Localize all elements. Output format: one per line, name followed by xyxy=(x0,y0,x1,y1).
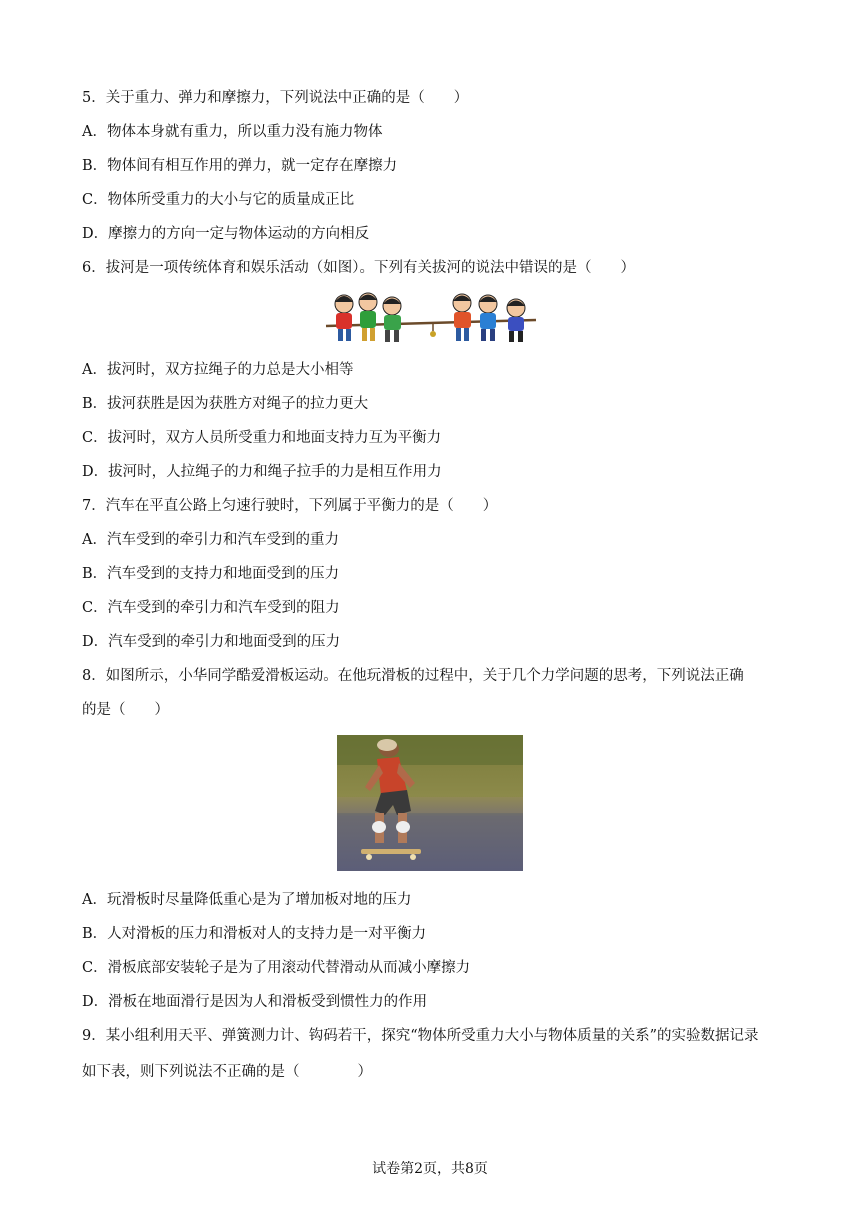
q5-stem: 5．关于重力、弹力和摩擦力，下列说法中正确的是（ ） xyxy=(82,90,469,106)
q8-option-d: D．滑板在地面滑行是因为人和滑板受到惯性力的作用 xyxy=(82,994,428,1010)
q6-option-d: D．拔河时，人拉绳子的力和绳子拉手的力是相互作用力 xyxy=(82,464,442,480)
q8-stem-line2: 的是（ ） xyxy=(82,702,169,718)
q9-stem-line2: 如下表，则下列说法不正确的是（ ） xyxy=(82,1064,372,1080)
q9-stem-line1: 9．某小组利用天平、弹簧测力计、钩码若干，探究“物体所受重力大小与物体质量的关系”的实验数据记录 xyxy=(82,1028,759,1044)
q7-stem: 7．汽车在平直公路上匀速行驶时，下列属于平衡力的是（ ） xyxy=(82,498,498,514)
q7-option-b: B．汽车受到的支持力和地面受到的压力 xyxy=(82,566,340,582)
q8-stem-line1: 8．如图所示，小华同学酷爱滑板运动。在他玩滑板的过程中，关于几个力学问题的思考，下列说法正确 xyxy=(82,668,744,684)
q6-stem: 6．拔河是一项传统体育和娱乐活动（如图）。下列有关拔河的说法中错误的是（ ） xyxy=(82,260,635,276)
q6-option-b: B．拔河获胜是因为获胜方对绳子的拉力更大 xyxy=(82,396,369,412)
q7-option-d: D．汽车受到的牵引力和地面受到的压力 xyxy=(82,634,341,650)
tug-of-war-illustration xyxy=(322,290,540,348)
q5-option-a: A．物体本身就有重力，所以重力没有施力物体 xyxy=(82,124,383,140)
q7-option-a: A．汽车受到的牵引力和汽车受到的重力 xyxy=(82,532,339,548)
q8-option-a: A．玩滑板时尽量降低重心是为了增加板对地的压力 xyxy=(82,892,412,908)
q7-option-c: C．汽车受到的牵引力和汽车受到的阻力 xyxy=(82,600,340,616)
q5-option-b: B．物体间有相互作用的弹力，就一定存在摩擦力 xyxy=(82,158,398,174)
skateboarder-photo xyxy=(337,735,523,871)
q5-option-d: D．摩擦力的方向一定与物体运动的方向相反 xyxy=(82,226,370,242)
q8-option-c: C．滑板底部安装轮子是为了用滚动代替滑动从而减小摩擦力 xyxy=(82,960,471,976)
page-footer: 试卷第2页，共8页 xyxy=(372,1161,488,1177)
q5-option-c: C．物体所受重力的大小与它的质量成正比 xyxy=(82,192,355,208)
q8-option-b: B．人对滑板的压力和滑板对人的支持力是一对平衡力 xyxy=(82,926,427,942)
q6-option-a: A．拔河时，双方拉绳子的力总是大小相等 xyxy=(82,362,354,378)
q6-option-c: C．拔河时，双方人员所受重力和地面支持力互为平衡力 xyxy=(82,430,442,446)
